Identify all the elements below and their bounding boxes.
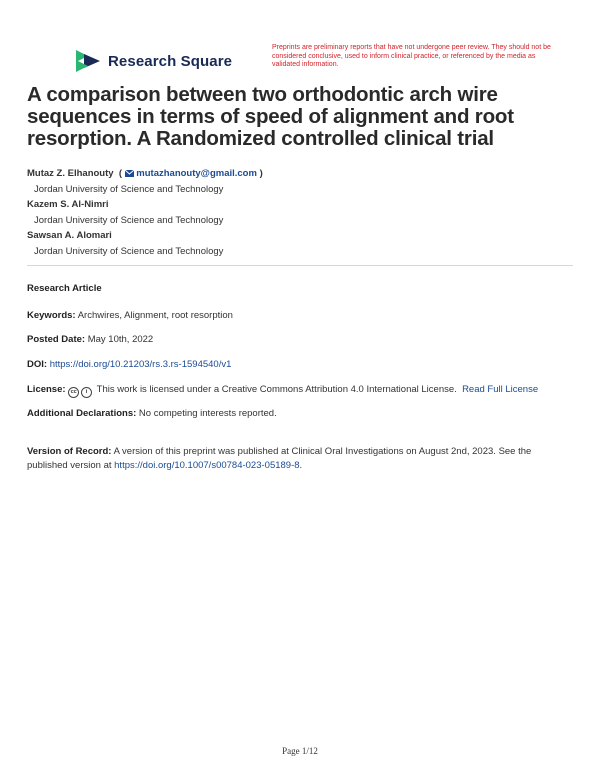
author-affiliation: Jordan University of Science and Technology xyxy=(34,183,224,195)
posted-date-label: Posted Date: xyxy=(27,334,86,345)
logo-text-square: Square xyxy=(180,52,233,70)
creative-commons-icon: cc xyxy=(68,387,79,398)
author-email-link[interactable]: mutazhanouty@gmail.com xyxy=(136,168,257,179)
keywords-label: Keywords: xyxy=(27,310,76,321)
author-name: Mutaz Z. Elhanouty xyxy=(27,168,114,179)
version-of-record-text: A version of this preprint was published at Clinical Oral Investigations on August 2nd, 2023. See the published version at xyxy=(27,446,532,471)
license-text: This work is licensed under a Creative Commons Attribution 4.0 International License. xyxy=(96,384,457,395)
doi-row xyxy=(27,358,573,372)
author-name: Sawsan A. Alomari xyxy=(27,230,112,241)
published-version-link[interactable]: https://doi.org/10.1007/s00784-023-05189-8 xyxy=(114,460,300,471)
header xyxy=(74,44,554,80)
research-square-logo[interactable] xyxy=(74,48,232,74)
article-type: Research Article xyxy=(27,283,102,294)
attribution-icon: i xyxy=(81,387,92,398)
author-affiliation: Jordan University of Science and Technology xyxy=(34,245,224,257)
license-row xyxy=(27,383,573,398)
author-list xyxy=(27,166,567,259)
keywords-value: Archwires, Alignment, root resorption xyxy=(77,310,233,321)
research-square-logo-icon xyxy=(74,48,102,74)
posted-date-value: May 10th, 2022 xyxy=(87,334,154,345)
declarations-row xyxy=(27,407,573,421)
version-of-record-label: Version of Record: xyxy=(27,446,112,457)
author-name: Kazem S. Al-Nimri xyxy=(27,199,109,210)
declarations-value: No competing interests reported. xyxy=(138,408,277,419)
posted-date-row xyxy=(27,333,573,347)
preprint-disclaimer: Preprints are preliminary reports that have not undergone peer review. They should not be considered conclusive, used to inform clinical practice, or referenced by the media as validated information. xyxy=(272,44,551,69)
section-divider xyxy=(27,265,573,266)
article-title: A comparison between two orthodontic arch wire sequences in terms of speed of alignment and root resorption. A Randomized controlled clinical trial xyxy=(27,83,514,150)
license-label: License: xyxy=(27,384,66,395)
doi-link[interactable]: https://doi.org/10.21203/rs.3.rs-1594540/v1 xyxy=(49,359,232,370)
envelope-icon xyxy=(125,170,134,177)
declarations-label: Additional Declarations: xyxy=(27,408,137,419)
version-of-record-row: Version of Record: A version of this preprint was published at Clinical Oral Investigations on August 2nd, 2023. See the published version at https://doi.org/10.1007/s00784-023-05189-8. xyxy=(27,446,532,471)
page-number: Page 1/12 xyxy=(282,746,318,756)
logo-text xyxy=(108,53,232,70)
doi-label: DOI: xyxy=(27,359,48,370)
keywords-row xyxy=(27,309,573,323)
read-full-license-link[interactable]: Read Full License xyxy=(462,384,539,395)
author-entry: Mutaz Z. Elhanouty ( mutazhanouty@gmail.com ) xyxy=(27,168,263,179)
logo-text-research: Research xyxy=(108,52,177,70)
author-affiliation: Jordan University of Science and Technology xyxy=(34,214,224,226)
